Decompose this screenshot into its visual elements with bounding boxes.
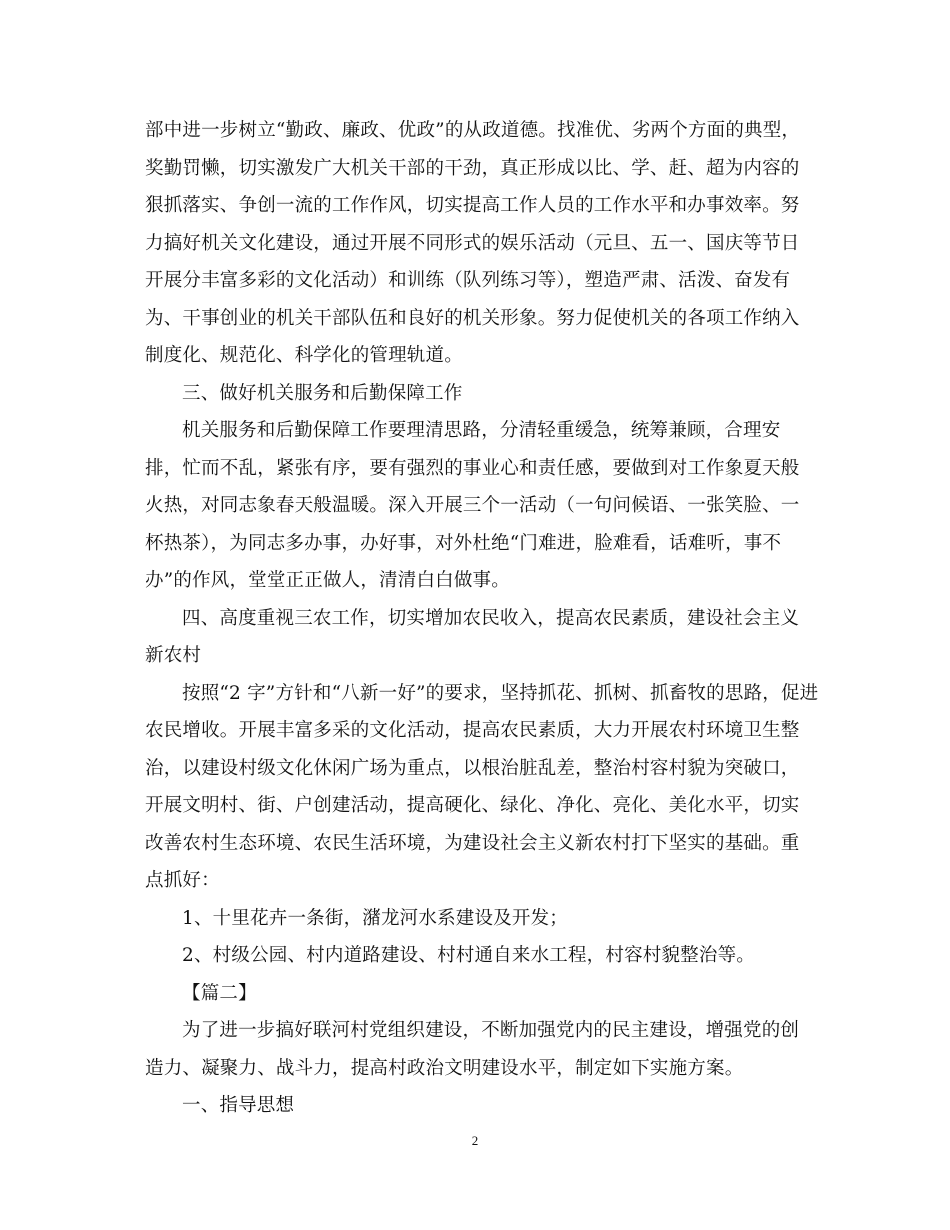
text-line: 改善农村生态环境、农民生活环境，为建设社会主义新农村打下坚实的基础。重 <box>145 832 800 854</box>
part-heading: 【篇二】 <box>182 982 257 1004</box>
text-line: 按照“2 字”方针和“八新一好”的要求，坚持抓花、抓树、抓畜牧的思路，促进 <box>182 682 819 704</box>
text-line: 杯热茶），为同志多办事，办好事，对外杜绝“门难进，脸难看，话难听，事不 <box>145 532 782 554</box>
text-line: 机关服务和后勤保障工作要理清思路，分清轻重缓急，统筹兼顾，合理安 <box>182 420 781 441</box>
text-line: 为、干事创业的机关干部队伍和良好的机关形象。努力促使机关的各项工作纳入 <box>145 307 800 329</box>
list-item: 2、村级公园、村内道路建设、村村通自来水工程，村容村貌整治等。 <box>182 945 755 966</box>
section-heading-continued: 新农村 <box>145 645 202 666</box>
text-line: 制度化、规范化、科学化的管理轨道。 <box>145 345 463 366</box>
section-heading: 四、高度重视三农工作，切实增加农民收入，提高农民素质，建设社会主义 <box>182 607 800 629</box>
text-line: 为了进一步搞好联河村党组织建设，不断加强党内的民主建设，增强党的创 <box>182 1020 800 1041</box>
section-heading: 一、指导思想 <box>182 1095 295 1116</box>
text-line: 农民增收。开展丰富多采的文化活动，提高农民素质，大力开展农村环境卫生整 <box>145 720 800 741</box>
text-line: 造力、凝聚力、战斗力，提高村政治文明建设水平，制定如下实施方案。 <box>145 1057 744 1079</box>
text-line: 点抓好： <box>145 870 220 891</box>
section-heading: 三、做好机关服务和后勤保障工作 <box>182 382 463 404</box>
text-line: 火热，对同志象春天般温暖。深入开展三个一活动（一句问候语、一张笑脸、一 <box>145 495 800 516</box>
text-line: 部中进一步树立“勤政、廉政、优政”的从政道德。找准优、劣两个方面的典型， <box>145 120 801 141</box>
text-line: 狠抓落实、争创一流的工作作风，切实提高工作人员的工作水平和办事效率。努 <box>145 195 800 216</box>
text-line: 开展文明村、街、户创建活动，提高硬化、绿化、净化、亮化、美化水平，切实 <box>145 795 800 816</box>
text-line: 开展分丰富多彩的文化活动）和训练（队列练习等），塑造严肃、活泼、奋发有 <box>145 270 791 291</box>
text-line: 办”的作风，堂堂正正做人，清清白白做事。 <box>145 570 510 591</box>
text-line: 排，忙而不乱，紧张有序，要有强烈的事业心和责任感，要做到对工作象夏天般 <box>145 457 800 479</box>
text-line: 力搞好机关文化建设，通过开展不同形式的娱乐活动（元旦、五一、国庆等节日 <box>145 232 800 254</box>
text-line: 治，以建设村级文化休闲广场为重点，以根治脏乱差，整治村容村貌为突破口， <box>145 757 800 779</box>
list-item: 1、十里花卉一条街，潴龙河水系建设及开发； <box>182 907 568 929</box>
text-line: 奖勤罚懒，切实激发广大机关干部的干劲，真正形成以比、学、赶、超为内容的 <box>145 157 800 179</box>
document-body <box>145 112 819 1125</box>
page-number: 2 <box>471 1133 479 1148</box>
